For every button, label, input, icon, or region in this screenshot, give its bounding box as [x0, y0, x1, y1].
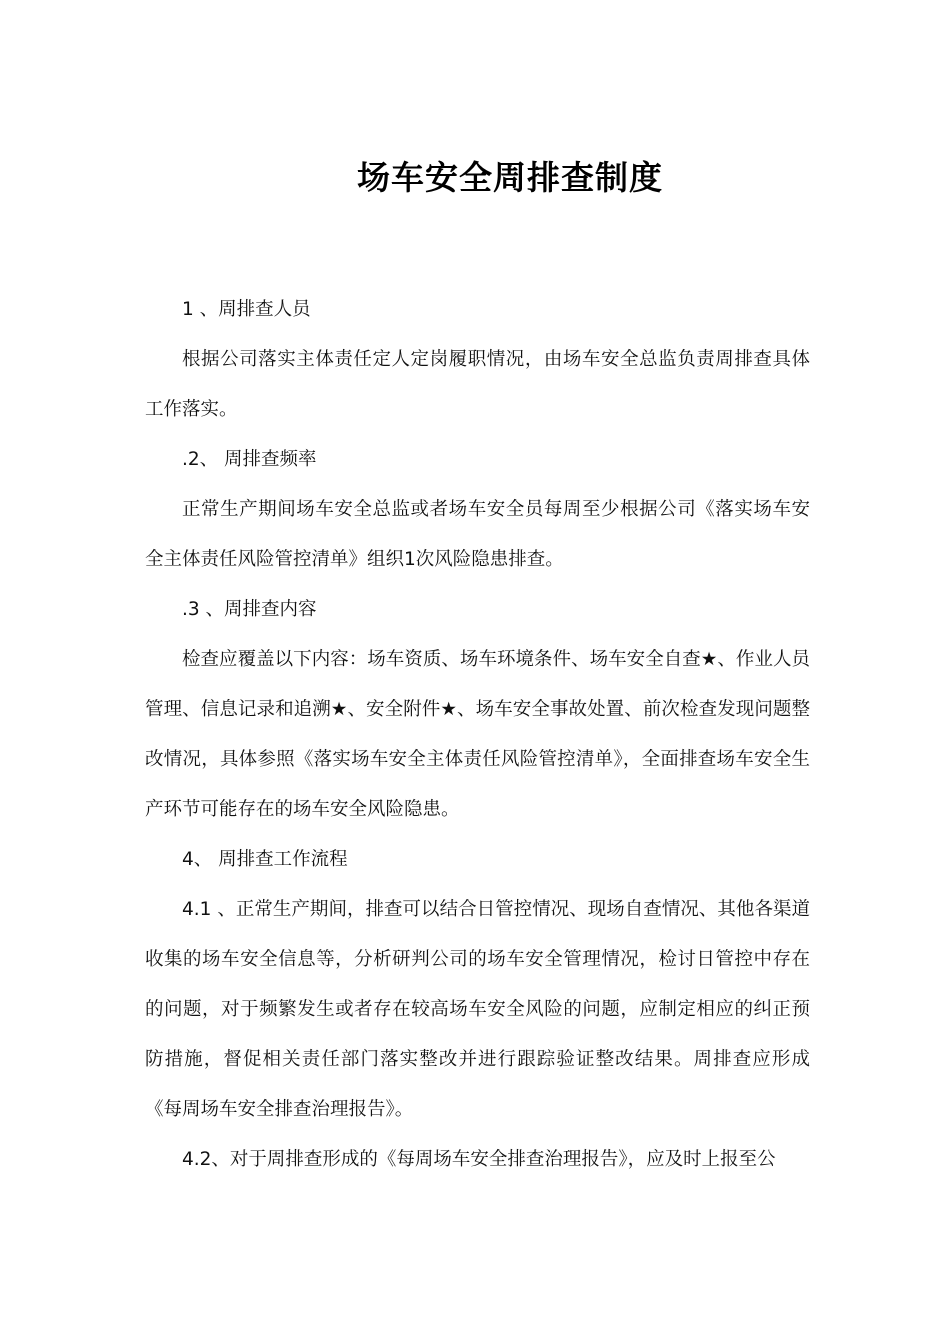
- document-body: [145, 285, 810, 1185]
- document-title: 场车安全周排查制度: [357, 158, 663, 197]
- section-heading-workflow: 4、 周排查工作流程: [182, 849, 348, 870]
- section-heading-content: .3 、周排查内容: [182, 599, 317, 620]
- paragraph-frequency: 正常生产期间场车安全总监或者场车安全员每周至少根据公司《落实场车安全主体责任风险管控清单》组织1次风险隐患排查。: [145, 499, 810, 570]
- section-heading-personnel: 1 、周排查人员: [182, 299, 311, 320]
- paragraph-content: 检查应覆盖以下内容：场车资质、场车环境条件、场车安全自查★、作业人员管理、信息记录和追溯★、安全附件★、场车安全事故处置、前次检查发现问题整改情况，具体参照《落实场车安全主体责任风险管控清单》，全面排查场车安全生产环节可能存在的场车安全风险隐患。: [145, 649, 810, 820]
- paragraph-workflow-4-2: 4.2、对于周排查形成的《每周场车安全排查治理报告》，应及时上报至公: [182, 1149, 776, 1170]
- paragraph-personnel: 根据公司落实主体责任定人定岗履职情况，由场车安全总监负责周排查具体工作落实。: [145, 349, 810, 420]
- paragraph-workflow-4-1: 4.1 、正常生产期间，排查可以结合日管控情况、现场自查情况、其他各渠道收集的场车安全信息等，分析研判公司的场车安全管理情况，检讨日管控中存在的问题，对于频繁发生或者存在较高场车安全风险的问题，应制定相应的纠正预防措施，督促相关责任部门落实整改并进行跟踪验证整改结果。周排查应形成《每周场车安全排查治理报告》。: [145, 899, 810, 1120]
- section-heading-frequency: .2、 周排查频率: [182, 449, 317, 470]
